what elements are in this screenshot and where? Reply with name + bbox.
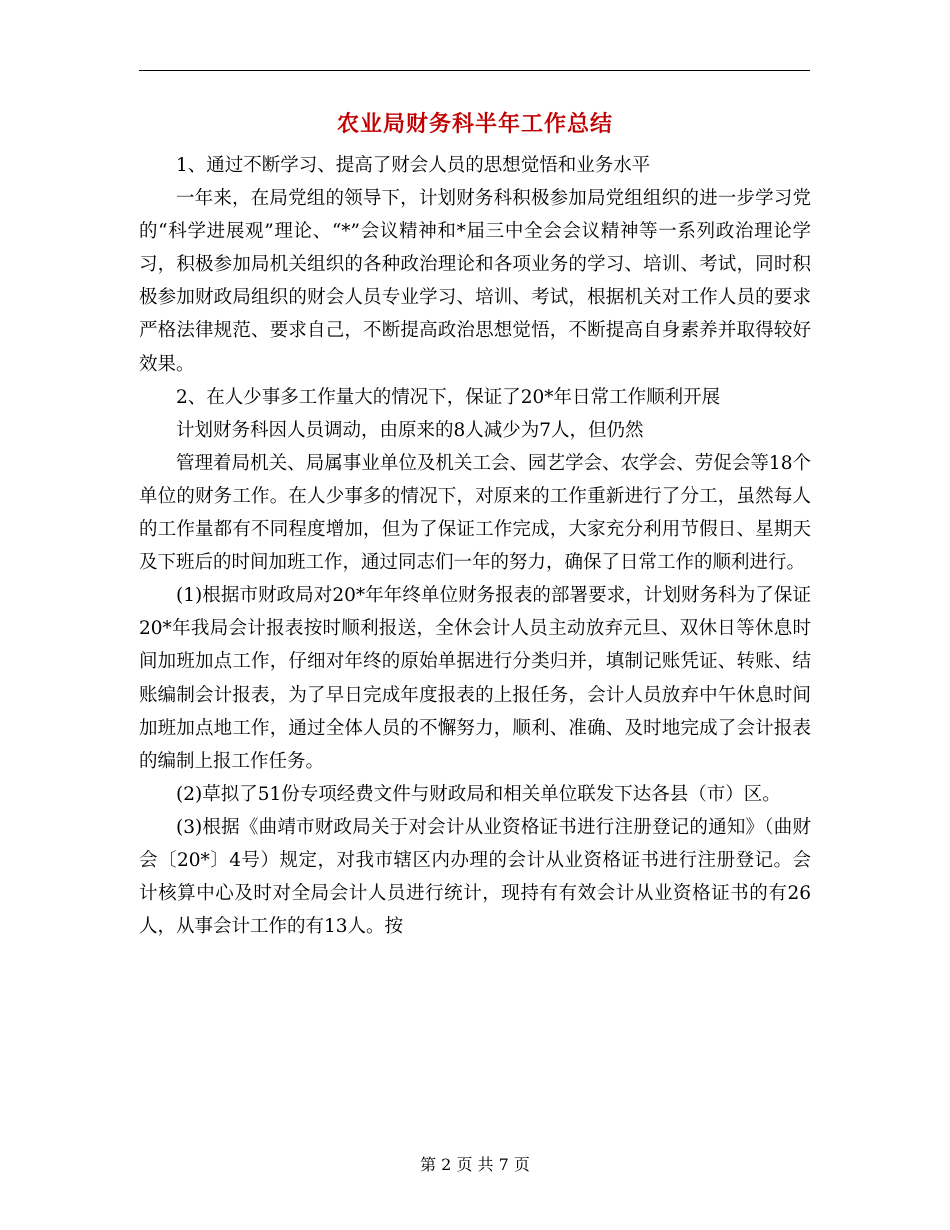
paragraph-section-1-heading: 1、通过不断学习、提高了财会人员的思想觉悟和业务水平: [176, 155, 651, 176]
paragraph-item-1: (1)根据市财政局对20*年年终单位财务报表的部署要求，计划财务科为了保证20*年我局会计报表按时顺利报送，全休会计人员主动放弃元旦、双休日等休息时间加班加点工作，仔细对年终的原始单据进行分类归并，填制记账凭证、转账、结账编制会计报表，为了早日完成年度报表的上报任务，会计人员放弃中午休息时间加班加点地工作，通过全体人员的不懈努力，顺利、准确、及时地完成了会计报表的编制上报工作任务。: [139, 585, 811, 772]
paragraph-section-2-heading: 2、在人少事多工作量大的情况下，保证了20*年日常工作顺利开展: [176, 386, 721, 408]
document-body: [139, 149, 811, 943]
paragraph-section-2-staffing: 计划财务科因人员调动，由原来的8人减少为7人，但仍然: [176, 419, 644, 441]
paragraph-item-3: (3)根据《曲靖市财政局关于对会计从业资格证书进行注册登记的通知》（曲财会〔20*〕4号）规定，对我市辖区内办理的会计从业资格证书进行注册登记。会计核算中心及时对全局会计人员进行统计，现持有有效会计从业资格证书的有26人，从事会计工作的有13人。按: [139, 816, 811, 938]
page-number-footer: 第 2 页 共 7 页: [420, 1155, 530, 1174]
paragraph-section-1-body: 一年来，在局党组的领导下，计划财务科积极参加局党组组织的进一步学习党的“科学进展观”理论、“*”会议精神和*届三中全会会议精神等一系列政治理论学习，积极参加局机关组织的各种政治理论和各项业务的学习、培训、考试，同时积极参加财政局组织的财会人员专业学习、培训、考试，根据机关对工作人员的要求严格法律规范、要求自己，不断提高政治思想觉悟，不断提高自身素养并取得较好效果。: [139, 188, 811, 375]
header-rule: [139, 70, 810, 71]
document-title: 农业局财务科半年工作总结: [336, 112, 613, 137]
paragraph-item-2: (2)草拟了51份专项经费文件与财政局和相关单位联发下达各县（市）区。: [176, 783, 781, 805]
paragraph-section-2-body: 管理着局机关、局属事业单位及机关工会、园艺学会、农学会、劳促会等18个单位的财务工作。在人少事多的情况下，对原来的工作重新进行了分工，虽然每人的工作量都有不同程度增加，但为了保证工作完成，大家充分利用节假日、星期天及下班后的时间加班工作，通过同志们一年的努力，确保了日常工作的顺利进行。: [139, 452, 811, 574]
